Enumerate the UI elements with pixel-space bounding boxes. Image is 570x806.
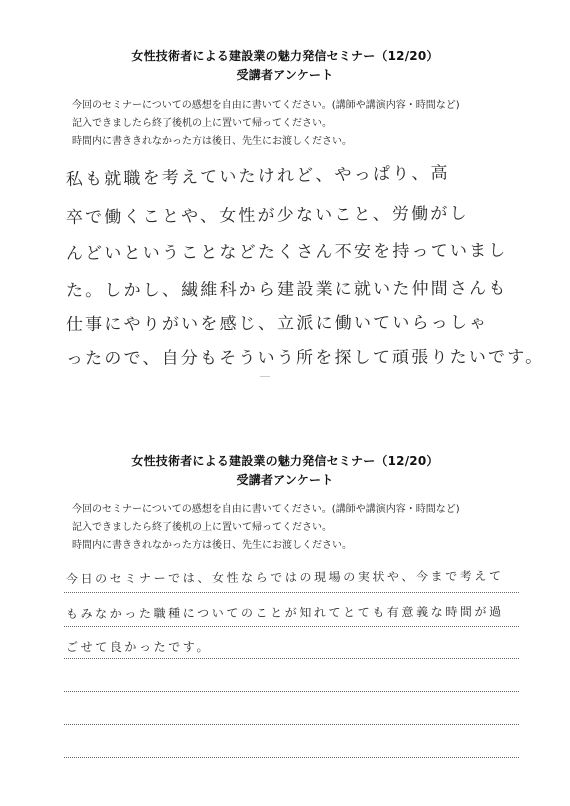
instruction-line: 記入できましたら終了後机の上に置いて帰ってください。 <box>72 522 332 533</box>
handwritten-comment-line: ったので、自分もそういう所を探して頑張りたいです。 <box>65 347 545 369</box>
handwritten-comment-line: 私も就職を考えていたけれど、やっぱり、高 <box>65 163 450 190</box>
ruled-line <box>64 626 519 627</box>
handwritten-comment-line: た。しかし、繊維科から建設業に就いた仲間さんも <box>65 278 508 301</box>
survey-form-bottom <box>0 445 570 806</box>
ruled-line <box>64 691 519 692</box>
instruction-line: 記入できましたら終了後机の上に置いて帰ってください。 <box>72 118 332 129</box>
handwritten-comment-line: 卒で働くことや、女性が少ないこと、労働がし <box>65 203 469 228</box>
handwritten-comment-line: んどいということなどたくさん不安を持っていまし <box>65 240 508 264</box>
handwritten-comment-line: 仕事にやりがいを感じ、立派に働いていらっしゃ <box>65 312 489 335</box>
handwritten-comment-line: 今日のセミナーでは、女性ならではの現場の実状や、今まで考えて <box>65 568 504 586</box>
handwritten-comment-line: もみなかった職種についてのことが知れてとても有意義な時間が過 <box>65 604 504 621</box>
ruled-line <box>64 658 519 659</box>
handwritten-comment-line: ごせて良かったです。 <box>66 640 212 654</box>
instruction-line: 今回のセミナーについての感想を自由に書いてください。(講師や講演内容・時間など) <box>72 504 460 515</box>
survey-form-top <box>0 0 570 400</box>
instruction-line: 時間内に書ききれなかった方は後日、先生にお渡しください。 <box>72 540 352 551</box>
survey-title: 女性技術者による建設業の魅力発信セミナー（12/20） <box>131 49 439 63</box>
ruled-line <box>64 757 519 758</box>
survey-subtitle: 受講者アンケート <box>236 68 334 82</box>
instruction-line: 今回のセミナーについての感想を自由に書いてください。(講師や講演内容・時間など) <box>72 100 460 111</box>
ruled-line <box>64 724 519 725</box>
divider-mark <box>260 376 270 377</box>
ruled-line <box>64 592 519 593</box>
survey-title: 女性技術者による建設業の魅力発信セミナー（12/20） <box>131 454 439 468</box>
survey-subtitle: 受講者アンケート <box>236 473 334 487</box>
instruction-line: 時間内に書ききれなかった方は後日、先生にお渡しください。 <box>72 136 352 147</box>
